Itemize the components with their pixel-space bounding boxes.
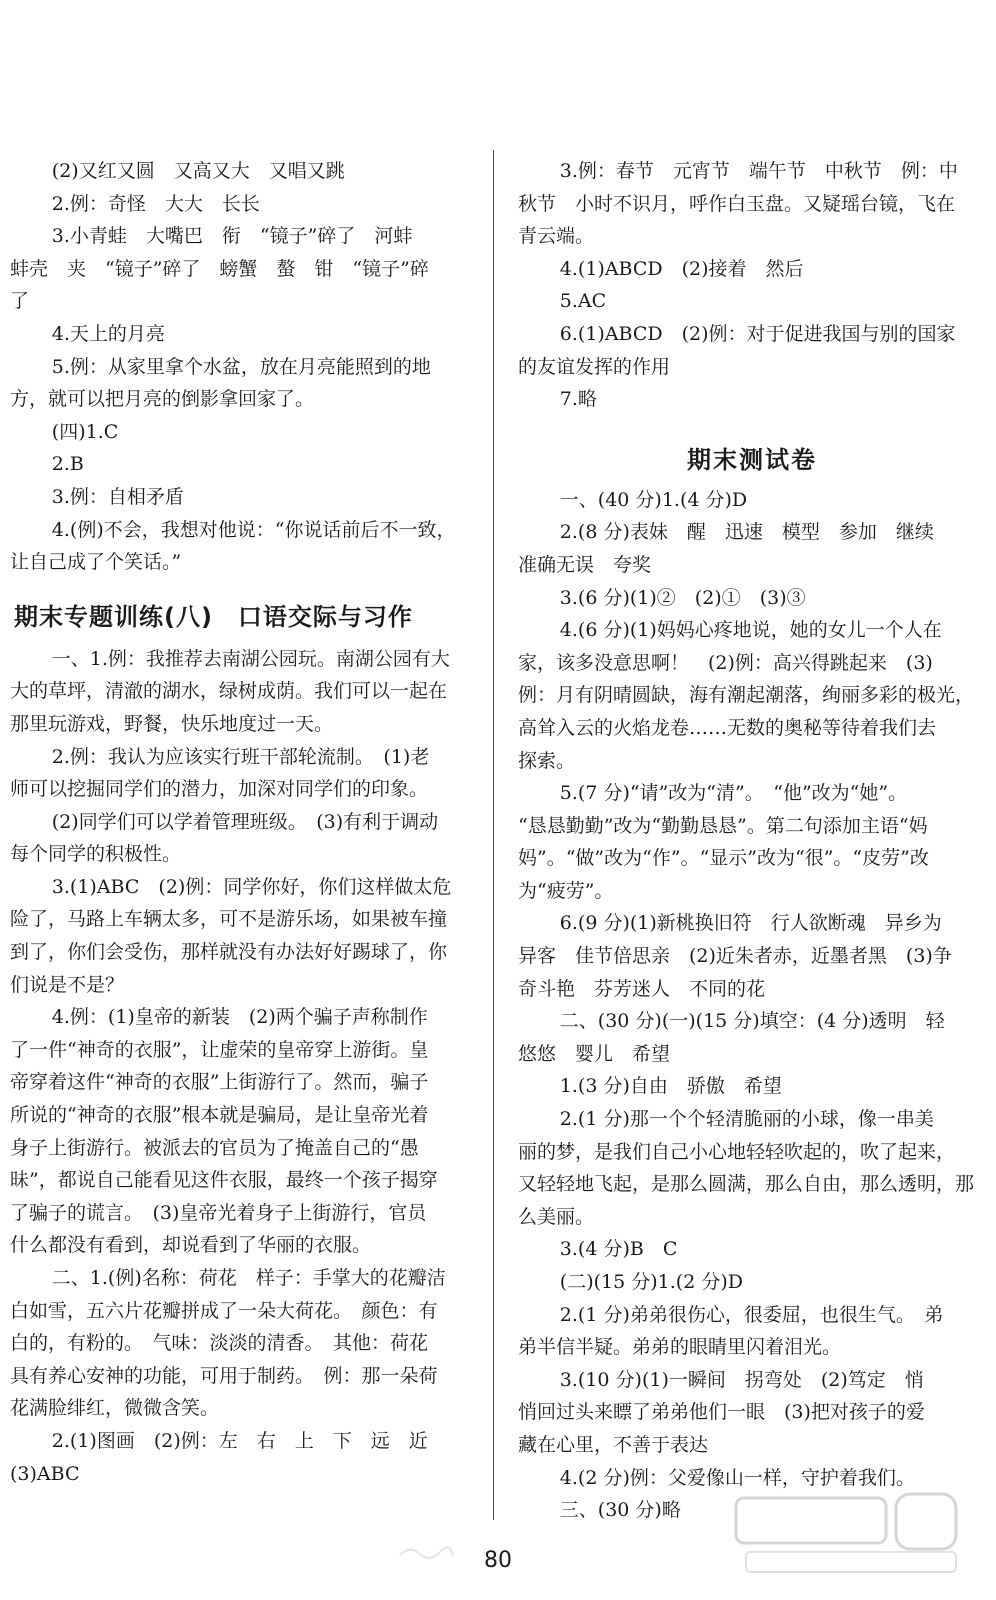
answer-line: 奇斗艳 芬芳迷人 不同的花 <box>518 977 766 1000</box>
column-divider <box>493 150 494 1520</box>
answer-line: 白如雪，五六片花瓣拼成了一朵大荷花。 颜色：有 <box>10 1299 438 1322</box>
answer-line: 了 <box>10 290 30 313</box>
answer-line: 2.(1)图画 (2)例：左 右 上 下 远 近 <box>51 1429 428 1452</box>
section-heading-oral-writing: 期末专题训练(八) 口语交际与习作 <box>14 602 413 631</box>
answer-line: 让自己成了个笑话。” <box>10 551 182 574</box>
answer-line: 么美丽。 <box>518 1205 595 1228</box>
left-answers-top <box>10 155 472 579</box>
answer-line: 的友谊发挥的作用 <box>518 355 671 378</box>
answer-line: (2)同学们可以学着管理班级。 (3)有利于调动 <box>51 810 439 833</box>
answer-line: 例：月有阴晴圆缺，海有潮起潮落，绚丽多彩的极光， <box>518 684 975 707</box>
answer-line: 2.(1 分)那一个个轻清脆丽的小球，像一串美 <box>559 1108 934 1131</box>
answer-line: 4.天上的月亮 <box>51 322 165 345</box>
answer-line: 7.略 <box>559 388 597 411</box>
left-column <box>10 155 472 1490</box>
answer-line: 悄回过头来瞟了弟弟他们一眼 (3)把对孩子的爱 <box>518 1401 925 1424</box>
answer-line: 1.(3 分)自由 骄傲 希望 <box>559 1075 782 1098</box>
answer-line: 4.(2 分)例：父爱像山一样，守护着我们。 <box>559 1466 915 1489</box>
answer-line: 探索。 <box>518 749 576 772</box>
answer-line: 2.B <box>51 453 84 476</box>
answer-line: (四)1.C <box>51 420 119 443</box>
right-column <box>518 155 986 1527</box>
answer-line: 悠悠 婴儿 希望 <box>518 1042 671 1065</box>
answer-line: 具有养心安神的功能，可用于制药。 例：那一朵荷 <box>10 1364 438 1387</box>
answer-line: 4.(1)ABCD (2)接着 然后 <box>559 257 804 280</box>
right-answers-top <box>518 155 986 416</box>
answer-line: 妈”。“做”改为“作”。“显示”改为“很”。“皮劳”改 <box>518 847 929 870</box>
answer-line: 蚌壳 夹 “镜子”碎了 螃蟹 螯 钳 “镜子”碎 <box>10 257 429 280</box>
answer-line: 4.例：(1)皇帝的新装 (2)两个骗子声称制作 <box>51 1006 428 1029</box>
section-heading-final-test: 期末测试卷 <box>687 445 817 474</box>
right-answers-bottom <box>518 484 986 1527</box>
answer-line: 丽的梦，是我们自己小心地轻轻吹起的，吹了起来， <box>518 1140 956 1163</box>
answer-line: 二、(30 分)(一)(15 分)填空：(4 分)透明 轻 <box>559 1010 945 1033</box>
answer-line: 准确无误 夸奖 <box>518 553 652 576</box>
answer-line: 3.小青蛙 大嘴巴 衔 “镜子”碎了 河蚌 <box>51 225 413 248</box>
answer-line: 3.例：春节 元宵节 端午节 中秋节 例：中 <box>559 160 958 182</box>
answer-line: 一、1.例：我推荐去南湖公园玩。南湖公园有大 <box>51 647 450 670</box>
answer-line: 花满脸绯红，微微含笑。 <box>10 1397 220 1420</box>
answer-line: 6.(1)ABCD (2)例：对于促进我国与别的国家 <box>559 322 956 345</box>
answer-line: 青云端。 <box>518 225 595 248</box>
answer-line: 5.(7 分)“请”改为“清”。 “他”改为“她”。 <box>559 782 908 805</box>
answer-line: 方，就可以把月亮的倒影拿回家了。 <box>10 388 315 411</box>
answer-line: 3.(10 分)(1)一瞬间 拐弯处 (2)笃定 悄 <box>559 1368 924 1391</box>
answer-line: 师可以挖掘同学们的潜力，加深对同学们的印象。 <box>10 778 429 801</box>
page-number: 80 <box>484 1548 512 1573</box>
answer-line: 5.AC <box>559 290 607 313</box>
answer-line: 那里玩游戏，野餐，快乐地度过一天。 <box>10 712 334 735</box>
answer-line: 弟半信半疑。弟弟的眼睛里闪着泪光。 <box>518 1336 842 1359</box>
answer-line: 2.例：奇怪 大大 长长 <box>51 192 260 215</box>
answer-line: 了一件“神奇的衣服”，让虚荣的皇帝穿上游街。皇 <box>10 1038 429 1061</box>
watermark-logo-icon <box>726 1490 976 1580</box>
answer-line: 2.(8 分)表妹 醒 迅速 模型 参加 继续 <box>559 521 934 544</box>
answer-line: 6.(9 分)(1)新桃换旧符 行人欲断魂 异乡为 <box>559 912 942 935</box>
answer-line: 异客 佳节倍思亲 (2)近朱者赤，近墨者黑 (3)争 <box>518 945 952 968</box>
answer-line: (2)又红又圆 又高又大 又唱又跳 <box>51 160 345 182</box>
answer-line: (3)ABC <box>10 1462 80 1485</box>
left-answers-bottom <box>10 643 472 1490</box>
answer-line: (二)(15 分)1.(2 分)D <box>559 1271 743 1293</box>
answer-line: 又轻轻地飞起，是那么圆满，那么自由，那么透明，那 <box>518 1173 975 1196</box>
answer-line: 们说是不是？ <box>10 973 125 996</box>
answer-line: 2.(1 分)弟弟很伤心，很委屈，也很生气。 弟 <box>559 1303 944 1326</box>
answer-line: 为“疲劳”。 <box>518 879 614 902</box>
answer-line: 高耸入云的火焰龙卷……无数的奥秘等待着我们去 <box>518 716 937 739</box>
answer-line: 昧”，都说自己能看见这件衣服，最终一个孩子揭穿 <box>10 1169 438 1192</box>
answer-line: 帝穿着这件“神奇的衣服”上街游行了。然而，骗子 <box>10 1071 429 1094</box>
answer-line: 到了，你们会受伤，那样就没有办法好好踢球了，你 <box>10 941 448 964</box>
answer-line: 2.例：我认为应该实行班干部轮流制。 (1)老 <box>51 745 430 768</box>
answer-line: 3.(1)ABC (2)例：同学你好，你们这样做太危 <box>51 875 452 898</box>
answer-line: 险了，马路上车辆太多，可不是游乐场，如果被车撞 <box>10 908 448 931</box>
answer-line: 身子上街游行。被派去的官员为了掩盖自己的“愚 <box>10 1136 419 1159</box>
answer-line: 白的，有粉的。 气味：淡淡的清香。 其他：荷花 <box>10 1332 429 1355</box>
answer-line: 了骗子的谎言。 (3)皇帝光着身子上街游行，官员 <box>10 1201 427 1224</box>
answer-line: 大的草坪，清澈的湖水，绿树成荫。我们可以一起在 <box>10 680 448 703</box>
answer-line: 4.(6 分)(1)妈妈心疼地说，她的女儿一个人在 <box>559 619 942 642</box>
answer-line: 4.(例)不会，我想对他说：“你说话前后不一致， <box>51 518 456 541</box>
answer-line: 三、(30 分)略 <box>559 1499 681 1522</box>
answer-line: 秋节 小时不识月，呼作白玉盘。又疑瑶台镜，飞在 <box>518 192 956 215</box>
answer-line: 什么都没有看到，却说看到了华丽的衣服。 <box>10 1234 372 1257</box>
answer-line: 所说的“神奇的衣服”根本就是骗局，是让皇帝光着 <box>10 1104 429 1127</box>
answer-line: 每个同学的积极性。 <box>10 843 182 866</box>
answer-line: 5.例：从家里拿个水盆，放在月亮能照到的地 <box>51 355 431 378</box>
answer-line: 藏在心里，不善于表达 <box>518 1433 709 1456</box>
answer-line: 3.例：自相矛盾 <box>51 485 184 508</box>
answer-line: 3.(4 分)B C <box>559 1238 678 1261</box>
answer-line: 一、(40 分)1.(4 分)D <box>559 488 748 511</box>
answer-line: 3.(6 分)(1)② (2)① (3)③ <box>559 586 806 609</box>
answer-line: “恳恳勤勤”改为“勤勤恳恳”。第二句添加主语“妈 <box>518 814 928 837</box>
answer-line: 二、1.(例)名称：荷花 样子：手掌大的花瓣洁 <box>51 1267 446 1289</box>
answer-line: 家，该多没意思啊！ (2)例：高兴得跳起来 (3) <box>518 651 933 674</box>
